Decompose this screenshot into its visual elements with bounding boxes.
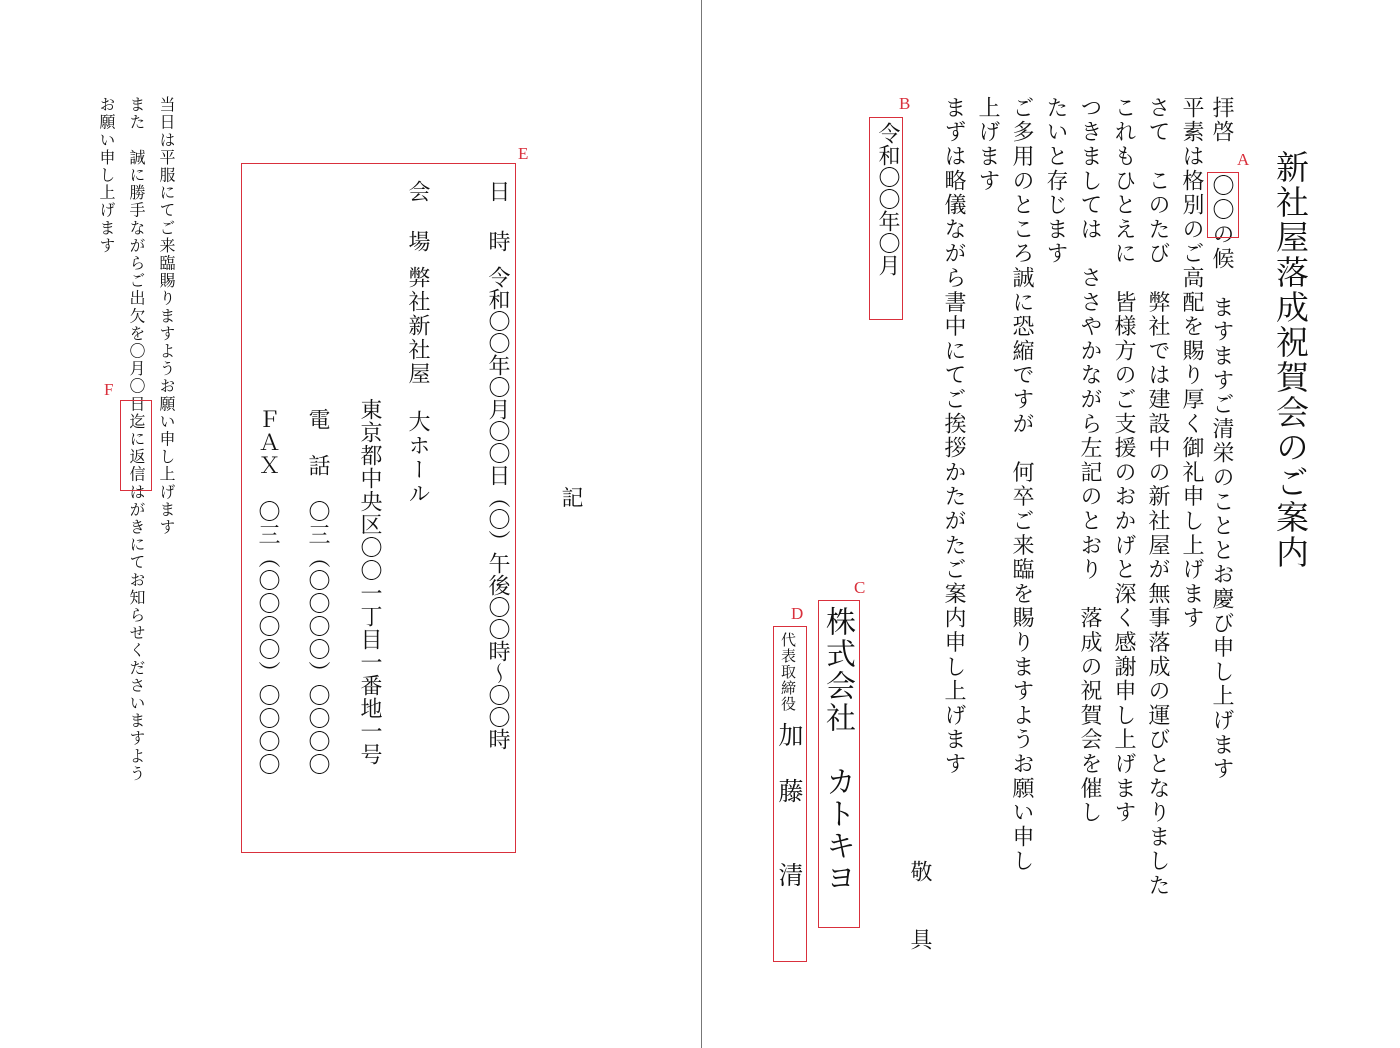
venue-phone: 電 話 〇三（〇〇〇〇）〇〇〇〇 <box>305 408 330 776</box>
marker-d: D <box>791 604 804 623</box>
datetime-label: 日 時 <box>485 180 510 255</box>
note-line: 当日は平服にてご来臨賜りますようお願い申し上げます <box>157 96 176 536</box>
marker-a: A <box>1237 150 1250 169</box>
annotation-box-a <box>1207 172 1239 238</box>
venue-label: 会 場 <box>405 180 430 255</box>
closing-keigu: 敬 具 <box>907 860 932 962</box>
note-text: また 誠に勝手ながらご出欠を <box>127 96 146 343</box>
letter-line: ご多用のところ誠に恐縮ですが 何卒ご来臨を賜りますようお願い申し <box>1009 96 1034 874</box>
letter-date: 令和〇〇年〇月 <box>875 122 900 276</box>
marker-b: B <box>899 94 911 113</box>
signer-title: 代表取締役 <box>779 632 797 712</box>
marker-e: E <box>518 144 529 163</box>
letter-line: まずは略儀ながら書中にてご挨拶かたがたご案内申し上げます <box>941 96 966 777</box>
venue-fax: ＦＡＸ 〇三（〇〇〇〇）〇〇〇〇 <box>255 408 280 776</box>
annotation-box-c <box>818 600 860 928</box>
letter-line: 平素は格別のご高配を賜り厚く御礼申し上げます <box>1179 96 1204 631</box>
rsvp-date: 〇月〇日 <box>127 342 146 413</box>
greeting-word: 拝啓 <box>1209 96 1234 145</box>
season-greeting-text: の候 ますますご清栄のこととお慶び申し上げます <box>1209 222 1234 782</box>
venue-address: 東京都中央区〇〇一丁目一番地一号 <box>357 398 382 766</box>
letter-line-haikei <box>1210 96 1232 145</box>
season-placeholder: 〇〇 <box>1209 174 1234 223</box>
annotation-box-f <box>120 400 152 491</box>
letter-line: さて このたび 弊社では建設中の新社屋が無事落成の運びとなりました <box>1145 96 1170 898</box>
annotation-box-d <box>773 626 807 962</box>
datetime-value: 令和〇〇年〇月〇〇日（〇）午後〇〇時～〇〇時 <box>485 266 510 750</box>
note-line: お願い申し上げます <box>97 96 116 255</box>
letter-title: 新社屋落成祝賀会のご案内 <box>1271 150 1310 570</box>
page-divider <box>701 0 702 1048</box>
annotation-box-b <box>869 117 903 320</box>
season-greeting-line <box>1210 174 1232 782</box>
letter-line: 上げます <box>975 96 1000 194</box>
letter-line: たいと存じます <box>1043 96 1068 267</box>
letter-line: これもひとえに 皆様方のご支援のおかげと深く感謝申し上げます <box>1111 96 1136 825</box>
note-text: 迄に返信はがきにてお知らせくださいますよう <box>127 412 146 783</box>
signer-name: 加 藤 清 <box>775 722 804 890</box>
marker-c: C <box>854 578 866 597</box>
venue-value: 弊社新社屋 大ホール <box>405 266 430 506</box>
letter-line: つきましては ささやかながら左記のとおり 落成の祝賀会を催し <box>1077 96 1102 825</box>
company-name: 株式会社 カトキヨ <box>820 606 855 894</box>
marker-f: F <box>104 380 114 399</box>
record-heading: 記 <box>558 486 583 510</box>
